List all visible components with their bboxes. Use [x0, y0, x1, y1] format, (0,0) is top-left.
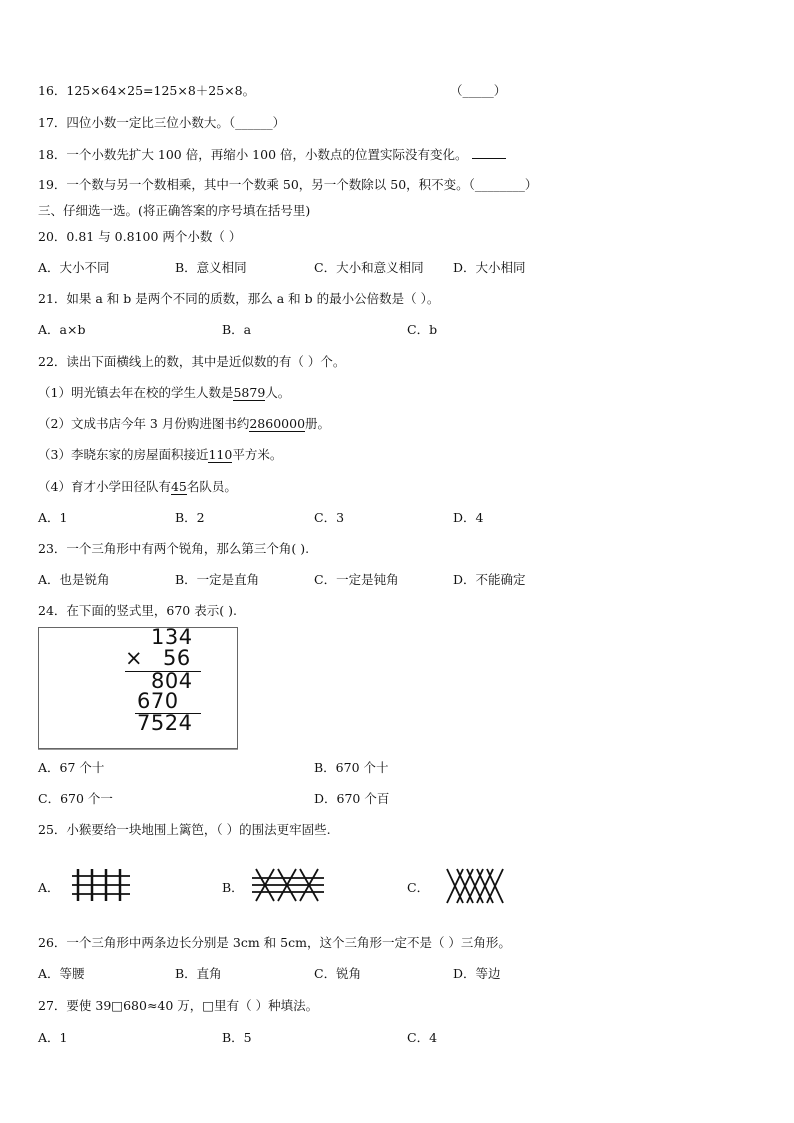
question-22-stem: 22．读出下面横线上的数，其中是近似数的有（ ）个。: [38, 354, 346, 369]
q25-option-c-label[interactable]: C．: [407, 880, 430, 895]
q24-option-b[interactable]: B．670 个十: [314, 760, 389, 775]
calc-partial-product-1: 804: [151, 669, 193, 693]
q22-item-2-text: （2）文成书店今年 3 月份购进图书约: [38, 416, 250, 431]
calc-result: 7524: [137, 711, 193, 735]
q22-option-a[interactable]: A．1: [38, 510, 68, 525]
q20-option-a[interactable]: A．大小不同: [38, 260, 110, 275]
q25-option-a-label[interactable]: A．: [38, 880, 60, 895]
q27-option-a[interactable]: A．1: [38, 1030, 68, 1045]
fence-grid-icon[interactable]: [70, 867, 134, 903]
q22-item-1: [38, 385, 290, 401]
question-25-stem: 25．小猴要给一块地围上篱笆，（ ）的围法更牢固些.: [38, 822, 331, 837]
q22-item-2: [38, 416, 330, 432]
fence-diamond-icon[interactable]: [443, 867, 509, 905]
calc-partial-product-2: 670: [137, 689, 179, 713]
question-21-stem: 21．如果 a 和 b 是两个不同的质数，那么 a 和 b 的最小公倍数是（ ）。: [38, 291, 440, 306]
q20-option-c[interactable]: C．大小和意义相同: [314, 260, 424, 275]
q23-option-c[interactable]: C．一定是钝角: [314, 572, 399, 587]
q22-item-3: [38, 447, 282, 463]
q24-option-a[interactable]: A．67 个十: [38, 760, 105, 775]
q22-item-4: [38, 479, 237, 495]
calc-multiplier: 56: [163, 646, 191, 670]
q23-option-b[interactable]: B．一定是直角: [175, 572, 260, 587]
question-23-stem: 23．一个三角形中有两个锐角，那么第三个角( ).: [38, 541, 310, 556]
q26-option-a[interactable]: A．等腰: [38, 966, 85, 981]
q22-option-b[interactable]: B．2: [175, 510, 205, 525]
question-19: 19．一个数与另一个数相乘，其中一个数乘 50，另一个数除以 50，积不变。（________）: [38, 177, 538, 192]
q20-option-b[interactable]: B．意义相同: [175, 260, 247, 275]
q26-option-b[interactable]: B．直角: [175, 966, 222, 981]
q16-answer-paren: （_____）: [450, 83, 507, 98]
q24-option-d[interactable]: D．670 个百: [314, 791, 390, 806]
question-27-stem: 27．要使 39□680≈40 万，□里有（ ）种填法。: [38, 998, 319, 1013]
q22-item-3-unit: 平方米。: [232, 447, 283, 462]
q22-item-1-unit: 人。: [265, 385, 291, 400]
question-17: 17．四位小数一定比三位小数大。（______）: [38, 115, 286, 130]
q23-option-d[interactable]: D．不能确定: [453, 572, 526, 587]
q22-option-d[interactable]: D．4: [453, 510, 484, 525]
q20-option-d[interactable]: D．大小相同: [453, 260, 526, 275]
q22-item-2-underlined-number: 2860000: [249, 416, 306, 431]
q22-item-2-unit: 册。: [305, 416, 331, 431]
q25-option-b-label[interactable]: B．: [222, 880, 244, 895]
q22-item-4-text: （4）育才小学田径队有: [38, 479, 171, 494]
q22-item-3-underlined-number: 110: [208, 447, 233, 462]
section-3-heading: 三、仔细选一选。(将正确答案的序号填在括号里): [38, 203, 311, 218]
q21-option-b[interactable]: B．a: [222, 322, 252, 337]
q22-item-4-underlined-number: 45: [170, 479, 187, 494]
q22-item-4-unit: 名队员。: [186, 479, 237, 494]
q22-item-1-underlined-number: 5879: [233, 385, 266, 400]
q16-text: 16．125×64×25=125×8＋25×8。: [38, 83, 256, 98]
question-18: [38, 146, 506, 163]
calc-multiply-sign: ×: [125, 646, 144, 670]
fence-cross-icon[interactable]: [252, 867, 326, 903]
question-20-stem: 20．0.81 与 0.8100 两个小数（ ）: [38, 229, 242, 244]
q18-answer-blank[interactable]: [472, 146, 506, 159]
question-16: [38, 83, 255, 99]
q24-option-c[interactable]: C．670 个一: [38, 791, 113, 806]
calc-multiplicand: 134: [151, 625, 193, 649]
q22-item-1-text: （1）明光镇去年在校的学生人数是: [38, 385, 234, 400]
q21-option-a[interactable]: A．a×b: [38, 322, 86, 337]
q22-option-c[interactable]: C．3: [314, 510, 345, 525]
q18-text: 18．一个小数先扩大 100 倍，再缩小 100 倍，小数点的位置实际没有变化。: [38, 147, 468, 162]
q26-option-d[interactable]: D．等边: [453, 966, 501, 981]
question-26-stem: 26．一个三角形中两条边长分别是 3cm 和 5cm，这个三角形一定不是（ ）三角形。: [38, 935, 511, 950]
q21-option-c[interactable]: C．b: [407, 322, 438, 337]
q27-option-b[interactable]: B．5: [222, 1030, 252, 1045]
q22-item-3-text: （3）李晓东家的房屋面积接近: [38, 447, 209, 462]
question-24-stem: 24．在下面的竖式里，670 表示( ).: [38, 603, 237, 618]
q27-option-c[interactable]: C．4: [407, 1030, 438, 1045]
q26-option-c[interactable]: C．锐角: [314, 966, 362, 981]
vertical-multiplication-figure: [38, 627, 238, 749]
q23-option-a[interactable]: A．也是锐角: [38, 572, 110, 587]
